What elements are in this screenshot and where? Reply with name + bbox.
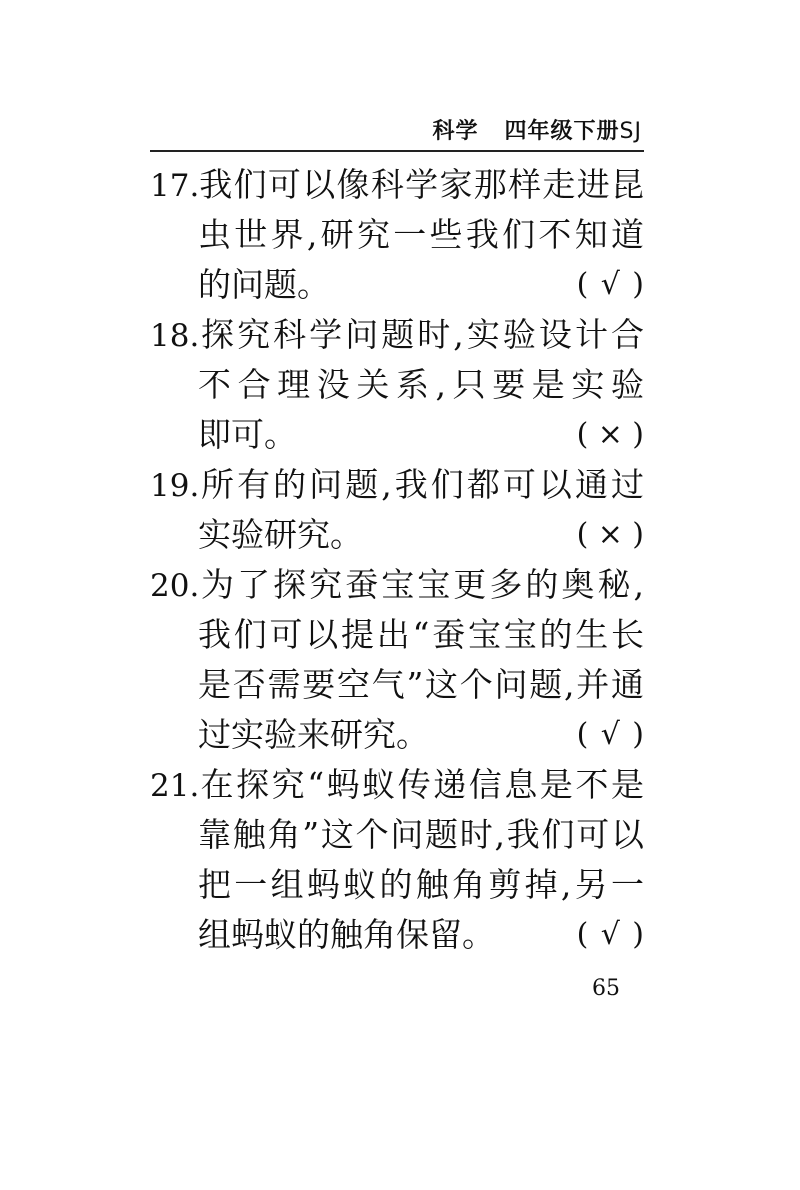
page-number: 65 bbox=[592, 976, 620, 1001]
question-number: 21. bbox=[150, 768, 200, 804]
question-line: 19.所有的问题,我们都可以通过 bbox=[150, 460, 644, 510]
question-line: 不合理没关系,只要是实验 bbox=[198, 365, 644, 404]
question-21 bbox=[150, 760, 644, 960]
question-list bbox=[150, 160, 644, 960]
question-line: 把一组蚂蚁的触角剪掉,另一 bbox=[198, 865, 644, 904]
question-line: 靠触角”这个问题时,我们可以 bbox=[198, 815, 644, 854]
page-header bbox=[150, 112, 644, 152]
header-grade: 四年级下册 bbox=[504, 119, 620, 144]
question-18 bbox=[150, 310, 644, 460]
question-line: 是否需要空气”这个问题,并通 bbox=[198, 665, 644, 704]
question-line: 的问题。 ( √ ) bbox=[150, 260, 644, 310]
answer-bracket: ( √ ) bbox=[577, 710, 644, 760]
question-number: 18. bbox=[150, 318, 200, 354]
header-subject: 科学 bbox=[432, 119, 479, 144]
answer-bracket: ( √ ) bbox=[577, 910, 644, 960]
answer-bracket: ( × ) bbox=[577, 410, 644, 460]
question-17 bbox=[150, 160, 644, 310]
question-number: 17. bbox=[150, 168, 200, 204]
question-number: 20. bbox=[150, 568, 200, 604]
question-line: 组蚂蚁的触角保留。 ( √ ) bbox=[150, 910, 644, 960]
question-20 bbox=[150, 560, 644, 760]
answer-bracket: ( × ) bbox=[577, 510, 644, 560]
question-line: 虫世界,研究一些我们不知道 bbox=[198, 215, 644, 254]
answer-mark: √ bbox=[600, 267, 620, 302]
answer-mark: × bbox=[597, 517, 623, 552]
question-number: 19. bbox=[150, 468, 200, 504]
answer-mark: √ bbox=[600, 717, 620, 752]
question-line: 实验研究。 ( × ) bbox=[150, 510, 644, 560]
header-edition: SJ bbox=[619, 119, 642, 144]
question-line: 20.为了探究蚕宝宝更多的奥秘, bbox=[150, 560, 644, 610]
question-line: 过实验来研究。 ( √ ) bbox=[150, 710, 644, 760]
question-line: 18.探究科学问题时,实验设计合 bbox=[150, 310, 644, 360]
question-line: 即可。 ( × ) bbox=[150, 410, 644, 460]
answer-mark: × bbox=[597, 417, 623, 452]
question-line: 我们可以提出“蚕宝宝的生长 bbox=[198, 615, 644, 654]
question-line: 17.我们可以像科学家那样走进昆 bbox=[150, 160, 644, 210]
answer-bracket: ( √ ) bbox=[577, 260, 644, 310]
answer-mark: √ bbox=[600, 917, 620, 952]
header-title bbox=[433, 114, 642, 145]
question-line: 21.在探究“蚂蚁传递信息是不是 bbox=[150, 760, 644, 810]
question-19 bbox=[150, 460, 644, 560]
